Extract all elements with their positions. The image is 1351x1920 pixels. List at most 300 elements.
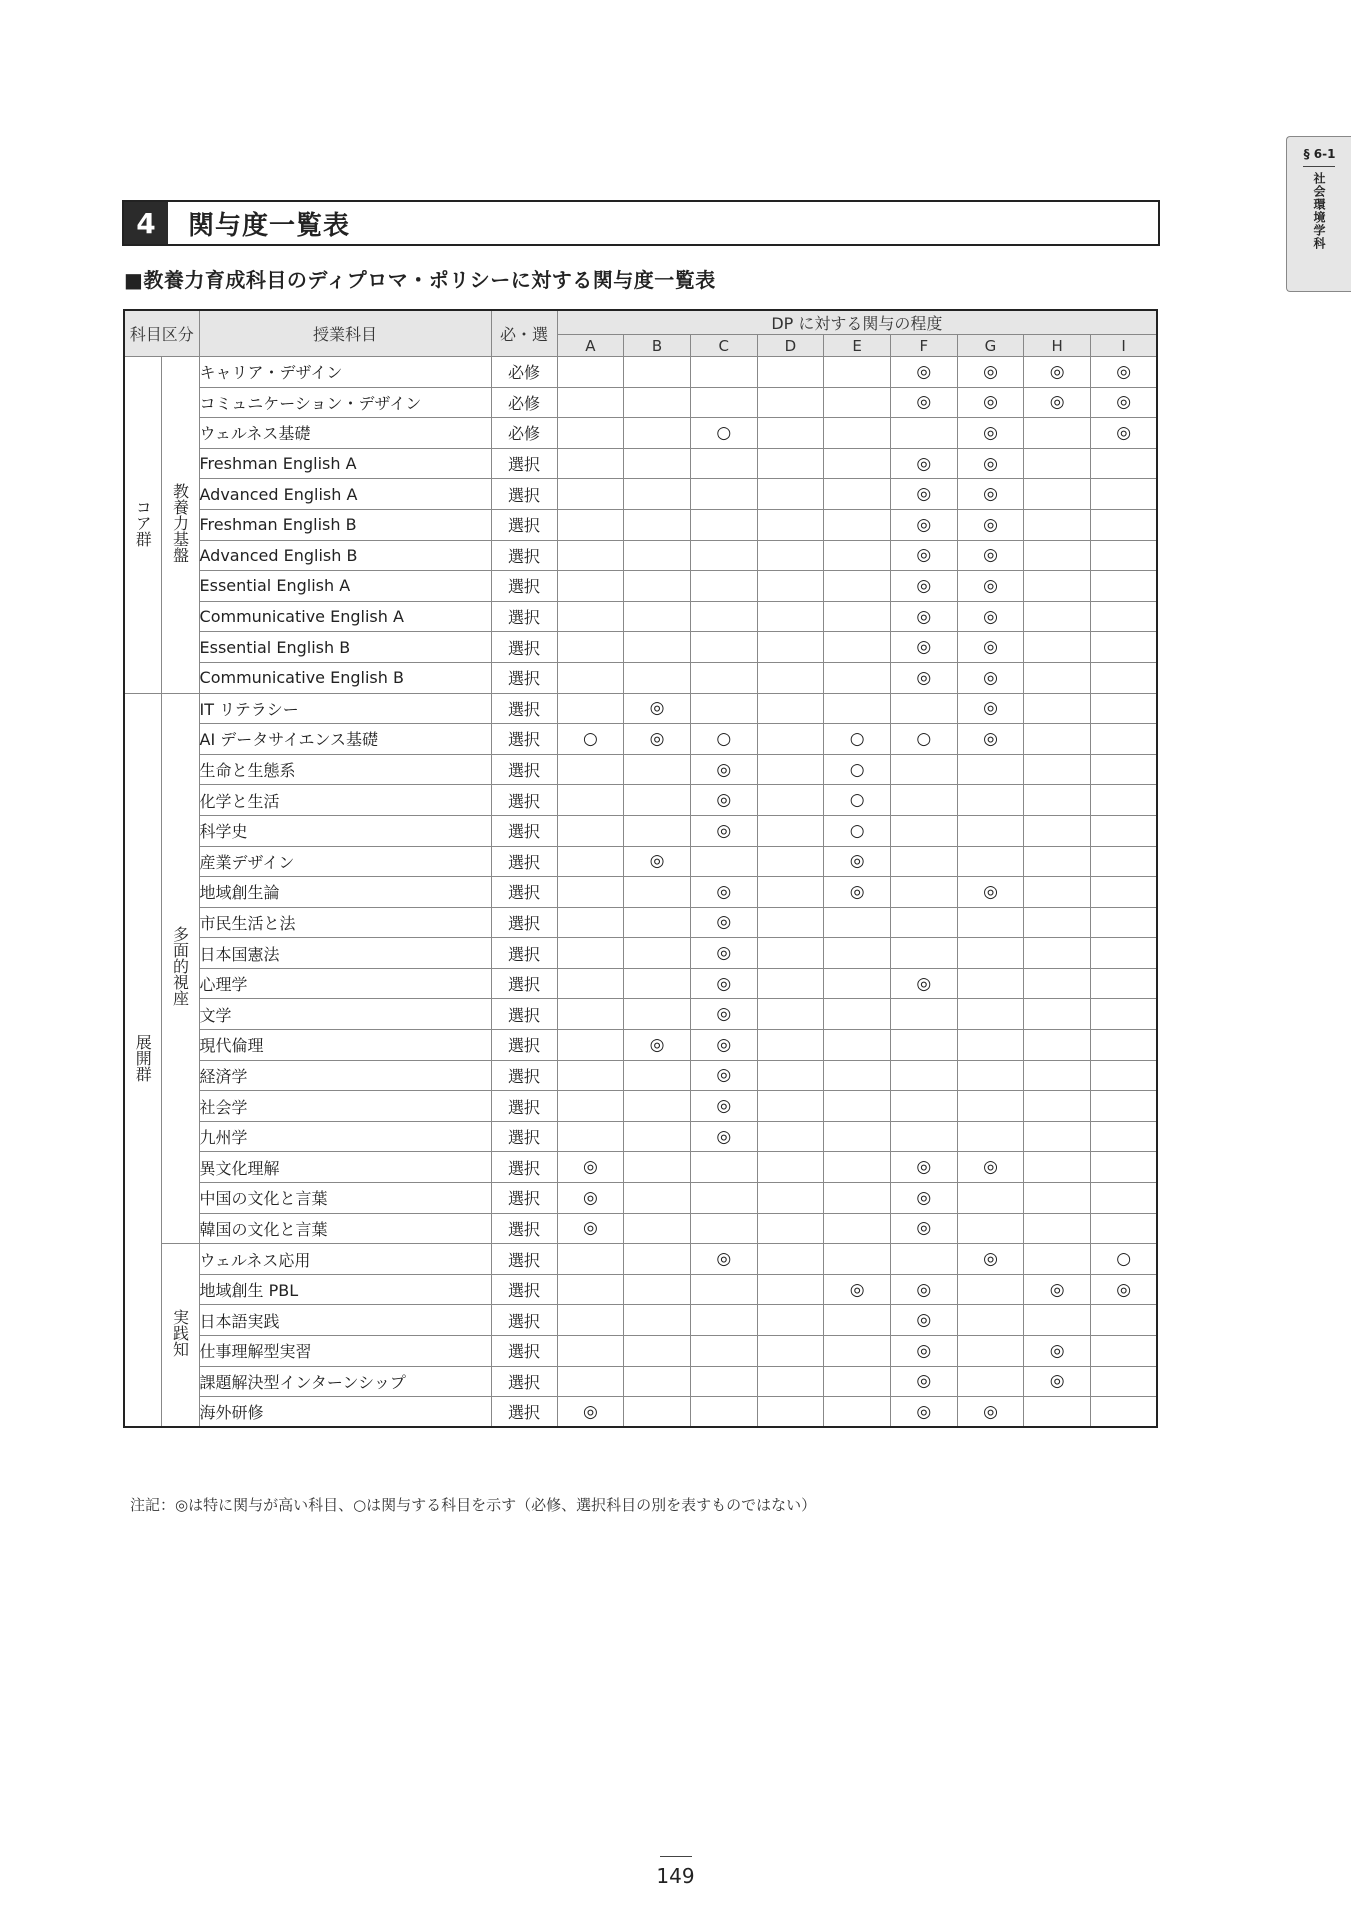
dp-mark-cell — [1091, 785, 1158, 816]
table-row — [124, 479, 1157, 510]
dp-mark-cell — [1091, 693, 1158, 724]
dp-mark-cell — [1024, 693, 1091, 724]
dp-mark-cell — [890, 877, 957, 908]
dp-mark-cell — [1024, 601, 1091, 632]
dp-mark-cell — [757, 754, 824, 785]
dp-mark-cell — [1091, 1336, 1158, 1367]
dp-mark-cell — [1091, 1091, 1158, 1122]
dp-mark-cell: ◎ — [824, 1274, 891, 1305]
subject-cell: 仕事理解型実習 — [199, 1336, 491, 1367]
dp-mark-cell: ◎ — [690, 1060, 757, 1091]
subject-cell: 現代倫理 — [199, 1030, 491, 1061]
dp-mark-cell — [624, 754, 691, 785]
dp-mark-cell: ○ — [824, 724, 891, 755]
dp-mark-cell — [757, 877, 824, 908]
subject-cell: 産業デザイン — [199, 846, 491, 877]
dp-mark-cell: ◎ — [890, 1213, 957, 1244]
required-cell: 選択 — [491, 938, 557, 969]
dp-mark-cell — [1024, 1183, 1091, 1214]
dp-mark-cell — [690, 357, 757, 388]
required-cell: 選択 — [491, 1121, 557, 1152]
dp-mark-cell: ○ — [890, 724, 957, 755]
dp-mark-cell — [624, 1397, 691, 1428]
table-row — [124, 815, 1157, 846]
table-row — [124, 540, 1157, 571]
dp-mark-cell — [757, 479, 824, 510]
dp-mark-cell: ◎ — [957, 571, 1024, 602]
table-row — [124, 999, 1157, 1030]
dp-mark-cell — [557, 785, 624, 816]
header-dp-letter: F — [890, 335, 957, 357]
dp-mark-cell — [624, 418, 691, 449]
required-cell: 必修 — [491, 418, 557, 449]
dp-mark-cell — [1024, 968, 1091, 999]
dp-mark-cell: ◎ — [957, 724, 1024, 755]
dp-mark-cell — [824, 938, 891, 969]
dp-mark-cell: ◎ — [957, 1397, 1024, 1428]
dp-mark-cell — [1024, 509, 1091, 540]
table-row — [124, 387, 1157, 418]
dp-mark-cell — [1091, 1030, 1158, 1061]
dp-mark-cell — [824, 1397, 891, 1428]
dp-mark-cell — [824, 999, 891, 1030]
dp-mark-cell — [624, 785, 691, 816]
dp-mark-cell: ◎ — [690, 1091, 757, 1122]
dp-mark-cell — [757, 1336, 824, 1367]
dp-mark-cell — [957, 1183, 1024, 1214]
table-row — [124, 1213, 1157, 1244]
dp-mark-cell — [624, 479, 691, 510]
section-title: 関与度一覧表 — [188, 210, 351, 241]
dp-mark-cell — [757, 1152, 824, 1183]
dp-mark-cell — [624, 632, 691, 663]
dp-mark-cell — [957, 999, 1024, 1030]
dp-mark-cell — [824, 571, 891, 602]
dp-mark-cell — [624, 1213, 691, 1244]
dp-mark-cell — [824, 1091, 891, 1122]
table-row — [124, 571, 1157, 602]
table-row — [124, 693, 1157, 724]
dp-mark-cell — [890, 418, 957, 449]
dp-mark-cell — [1024, 1030, 1091, 1061]
dp-mark-cell — [557, 999, 624, 1030]
dp-mark-cell — [557, 938, 624, 969]
dp-mark-cell — [890, 1121, 957, 1152]
subject-cell: 科学史 — [199, 815, 491, 846]
dp-mark-cell — [890, 1060, 957, 1091]
dp-mark-cell — [890, 754, 957, 785]
table-row — [124, 1091, 1157, 1122]
dp-mark-cell — [1024, 999, 1091, 1030]
dp-mark-cell — [1091, 724, 1158, 755]
table-row — [124, 846, 1157, 877]
required-cell: 選択 — [491, 540, 557, 571]
dp-mark-cell — [557, 815, 624, 846]
group-label — [124, 693, 161, 1427]
dp-mark-cell — [890, 846, 957, 877]
dp-mark-cell — [757, 357, 824, 388]
dp-mark-cell: ○ — [557, 724, 624, 755]
dp-relevance-table — [123, 309, 1158, 1428]
dp-mark-cell: ◎ — [890, 357, 957, 388]
section-side-tab — [1286, 136, 1351, 292]
dp-mark-cell — [824, 418, 891, 449]
dp-mark-cell: ◎ — [957, 632, 1024, 663]
dp-mark-cell — [757, 785, 824, 816]
page-number-rule — [660, 1856, 692, 1857]
dp-mark-cell — [957, 907, 1024, 938]
dp-mark-cell: ◎ — [624, 693, 691, 724]
dp-mark-cell: ◎ — [824, 846, 891, 877]
dp-mark-cell — [557, 571, 624, 602]
required-cell: 選択 — [491, 877, 557, 908]
dp-mark-cell — [624, 1060, 691, 1091]
dp-mark-cell: ◎ — [690, 815, 757, 846]
dp-mark-cell — [690, 1305, 757, 1336]
dp-mark-cell: ◎ — [690, 907, 757, 938]
table-row — [124, 1060, 1157, 1091]
dp-mark-cell: ◎ — [957, 479, 1024, 510]
dp-mark-cell: ◎ — [890, 448, 957, 479]
subgroup-label-text: 多面的視座 — [170, 926, 190, 1007]
subject-cell: Communicative English B — [199, 662, 491, 693]
side-tab-section: § 6-1 — [1303, 147, 1336, 161]
dp-mark-cell: ◎ — [890, 509, 957, 540]
dp-mark-cell — [1091, 1121, 1158, 1152]
dp-mark-cell: ◎ — [890, 968, 957, 999]
table-row — [124, 1397, 1157, 1428]
dp-mark-cell — [957, 754, 1024, 785]
subject-cell: 韓国の文化と言葉 — [199, 1213, 491, 1244]
dp-mark-cell — [1024, 754, 1091, 785]
dp-mark-cell — [624, 815, 691, 846]
required-cell: 選択 — [491, 479, 557, 510]
table-row — [124, 1305, 1157, 1336]
dp-mark-cell — [624, 357, 691, 388]
dp-mark-cell — [1024, 724, 1091, 755]
table-row — [124, 724, 1157, 755]
dp-mark-cell — [1024, 1060, 1091, 1091]
table-row — [124, 509, 1157, 540]
dp-mark-cell — [624, 1366, 691, 1397]
dp-mark-cell: ◎ — [890, 662, 957, 693]
dp-mark-cell — [824, 387, 891, 418]
header-subject: 授業科目 — [199, 310, 491, 357]
dp-mark-cell — [557, 693, 624, 724]
dp-mark-cell — [557, 1366, 624, 1397]
dp-mark-cell: ◎ — [890, 1397, 957, 1428]
dp-mark-cell — [1024, 1091, 1091, 1122]
side-tab-department: 社会環境学科 — [1312, 172, 1326, 250]
dp-mark-cell: ◎ — [690, 999, 757, 1030]
dp-mark-cell — [957, 1060, 1024, 1091]
subject-cell: ウェルネス応用 — [199, 1244, 491, 1275]
dp-mark-cell — [957, 846, 1024, 877]
dp-mark-cell — [824, 1060, 891, 1091]
required-cell: 選択 — [491, 1305, 557, 1336]
dp-mark-cell — [624, 968, 691, 999]
table-row — [124, 632, 1157, 663]
dp-mark-cell — [1091, 601, 1158, 632]
dp-mark-cell — [1024, 418, 1091, 449]
dp-mark-cell — [757, 662, 824, 693]
table-row — [124, 907, 1157, 938]
dp-mark-cell — [824, 448, 891, 479]
dp-mark-cell — [1091, 1397, 1158, 1428]
table-row — [124, 785, 1157, 816]
dp-mark-cell: ◎ — [957, 540, 1024, 571]
subgroup-label — [161, 693, 199, 1244]
required-cell: 選択 — [491, 1183, 557, 1214]
subject-cell: Freshman English A — [199, 448, 491, 479]
group-label-text: 展開群 — [133, 1033, 153, 1082]
dp-mark-cell — [1091, 1305, 1158, 1336]
group-label-text: コア群 — [133, 498, 153, 547]
dp-mark-cell — [1091, 1060, 1158, 1091]
dp-mark-cell — [557, 1060, 624, 1091]
dp-mark-cell — [757, 1213, 824, 1244]
subject-cell: 地域創生 PBL — [199, 1274, 491, 1305]
dp-mark-cell — [624, 540, 691, 571]
dp-mark-cell: ◎ — [1091, 1274, 1158, 1305]
dp-mark-cell: ◎ — [690, 785, 757, 816]
dp-mark-cell — [757, 724, 824, 755]
dp-mark-cell — [890, 1091, 957, 1122]
dp-mark-cell — [757, 968, 824, 999]
dp-mark-cell — [557, 601, 624, 632]
dp-mark-cell — [757, 1366, 824, 1397]
dp-mark-cell — [624, 1091, 691, 1122]
dp-mark-cell: ◎ — [957, 1152, 1024, 1183]
dp-mark-cell — [557, 479, 624, 510]
dp-mark-cell — [757, 418, 824, 449]
subject-cell: Advanced English A — [199, 479, 491, 510]
dp-mark-cell — [757, 601, 824, 632]
dp-mark-cell — [757, 387, 824, 418]
subject-cell: 心理学 — [199, 968, 491, 999]
table-row — [124, 968, 1157, 999]
dp-mark-cell — [624, 907, 691, 938]
dp-mark-cell — [690, 846, 757, 877]
subject-cell: IT リテラシー — [199, 693, 491, 724]
table-row — [124, 1121, 1157, 1152]
dp-mark-cell: ◎ — [890, 479, 957, 510]
dp-mark-cell: ◎ — [824, 877, 891, 908]
group-label — [124, 357, 161, 694]
dp-mark-cell: ◎ — [957, 877, 1024, 908]
dp-mark-cell: ◎ — [890, 1152, 957, 1183]
required-cell: 選択 — [491, 846, 557, 877]
subject-cell: 化学と生活 — [199, 785, 491, 816]
required-cell: 選択 — [491, 754, 557, 785]
dp-mark-cell: ◎ — [690, 754, 757, 785]
dp-mark-cell: ◎ — [890, 632, 957, 663]
dp-mark-cell: ◎ — [690, 877, 757, 908]
dp-mark-cell — [624, 877, 691, 908]
dp-mark-cell — [690, 1183, 757, 1214]
subject-cell: Freshman English B — [199, 509, 491, 540]
dp-mark-cell — [1024, 1305, 1091, 1336]
dp-mark-cell — [557, 1336, 624, 1367]
table-row — [124, 1336, 1157, 1367]
dp-mark-cell — [690, 509, 757, 540]
dp-mark-cell — [557, 509, 624, 540]
table-row — [124, 448, 1157, 479]
header-dp-letter: C — [690, 335, 757, 357]
required-cell: 選択 — [491, 724, 557, 755]
header-dp-letter: I — [1091, 335, 1158, 357]
dp-mark-cell — [624, 1183, 691, 1214]
dp-mark-cell — [757, 1183, 824, 1214]
dp-mark-cell: ◎ — [1091, 387, 1158, 418]
dp-mark-cell — [690, 1336, 757, 1367]
dp-mark-cell — [1024, 1152, 1091, 1183]
dp-mark-cell: ◎ — [1024, 1336, 1091, 1367]
dp-mark-cell: ○ — [690, 724, 757, 755]
dp-mark-cell — [757, 540, 824, 571]
dp-mark-cell — [1091, 968, 1158, 999]
dp-mark-cell: ◎ — [1024, 357, 1091, 388]
side-tab-rule — [1303, 166, 1335, 167]
dp-mark-cell — [757, 938, 824, 969]
subject-cell: ウェルネス基礎 — [199, 418, 491, 449]
dp-mark-cell: ◎ — [957, 357, 1024, 388]
required-cell: 選択 — [491, 1366, 557, 1397]
header-dp-letter: E — [824, 335, 891, 357]
dp-mark-cell: ◎ — [957, 1244, 1024, 1275]
dp-mark-cell — [1024, 540, 1091, 571]
dp-mark-cell — [890, 938, 957, 969]
header-dp-letter: A — [557, 335, 624, 357]
dp-mark-cell — [824, 1305, 891, 1336]
dp-mark-cell — [957, 968, 1024, 999]
dp-mark-cell — [624, 1244, 691, 1275]
dp-mark-cell — [624, 1274, 691, 1305]
dp-mark-cell — [890, 815, 957, 846]
dp-mark-cell: ◎ — [1024, 387, 1091, 418]
dp-mark-cell: ○ — [1091, 1244, 1158, 1275]
subject-cell: Essential English A — [199, 571, 491, 602]
required-cell: 選択 — [491, 662, 557, 693]
subject-cell: 社会学 — [199, 1091, 491, 1122]
dp-mark-cell: ◎ — [957, 601, 1024, 632]
required-cell: 選択 — [491, 1060, 557, 1091]
dp-mark-cell — [824, 601, 891, 632]
dp-mark-cell — [824, 1030, 891, 1061]
dp-mark-cell: ◎ — [624, 846, 691, 877]
dp-mark-cell: ◎ — [624, 724, 691, 755]
dp-mark-cell — [1091, 632, 1158, 663]
dp-mark-cell — [824, 662, 891, 693]
required-cell: 選択 — [491, 601, 557, 632]
dp-mark-cell — [1091, 1366, 1158, 1397]
dp-mark-cell — [1024, 632, 1091, 663]
dp-mark-cell — [1091, 1213, 1158, 1244]
dp-mark-cell — [690, 693, 757, 724]
dp-mark-cell — [824, 693, 891, 724]
dp-mark-cell — [1024, 1397, 1091, 1428]
table-row — [124, 418, 1157, 449]
dp-mark-cell — [557, 968, 624, 999]
dp-mark-cell: ◎ — [890, 1274, 957, 1305]
table-row — [124, 1152, 1157, 1183]
dp-mark-cell — [957, 1213, 1024, 1244]
dp-mark-cell — [757, 815, 824, 846]
subject-cell: 日本語実践 — [199, 1305, 491, 1336]
dp-mark-cell: ◎ — [890, 1336, 957, 1367]
table-row — [124, 662, 1157, 693]
dp-mark-cell — [824, 357, 891, 388]
subject-cell: 海外研修 — [199, 1397, 491, 1428]
dp-mark-cell — [957, 1336, 1024, 1367]
dp-mark-cell — [1024, 907, 1091, 938]
dp-mark-cell: ◎ — [690, 1244, 757, 1275]
dp-mark-cell — [1091, 479, 1158, 510]
dp-mark-cell — [1091, 571, 1158, 602]
dp-mark-cell: ◎ — [557, 1183, 624, 1214]
dp-mark-cell — [957, 1366, 1024, 1397]
subject-cell: 日本国憲法 — [199, 938, 491, 969]
dp-mark-cell — [1024, 785, 1091, 816]
dp-mark-cell — [624, 1336, 691, 1367]
dp-mark-cell — [824, 1213, 891, 1244]
dp-mark-cell: ◎ — [890, 1366, 957, 1397]
required-cell: 必修 — [491, 387, 557, 418]
header-dp-letter: H — [1024, 335, 1091, 357]
subject-cell: Essential English B — [199, 632, 491, 663]
subject-cell: 文学 — [199, 999, 491, 1030]
subject-cell: AI データサイエンス基礎 — [199, 724, 491, 755]
page-number: 149 — [656, 1864, 695, 1888]
dp-mark-cell — [890, 693, 957, 724]
dp-mark-cell: ◎ — [557, 1213, 624, 1244]
subgroup-label-text: 実践知 — [170, 1309, 190, 1358]
dp-mark-cell: ◎ — [957, 448, 1024, 479]
subgroup-label-text: 教養力基盤 — [170, 482, 190, 563]
required-cell: 選択 — [491, 1030, 557, 1061]
dp-mark-cell — [824, 1336, 891, 1367]
dp-mark-cell — [557, 754, 624, 785]
dp-mark-cell: ◎ — [1024, 1366, 1091, 1397]
section-number: 4 — [124, 202, 168, 244]
dp-mark-cell — [890, 785, 957, 816]
dp-mark-cell — [1091, 999, 1158, 1030]
dp-mark-cell — [1024, 1213, 1091, 1244]
dp-mark-cell — [1091, 938, 1158, 969]
dp-mark-cell — [624, 938, 691, 969]
dp-mark-cell — [824, 509, 891, 540]
required-cell: 選択 — [491, 632, 557, 663]
header-dp-letter: B — [624, 335, 691, 357]
subject-cell: 中国の文化と言葉 — [199, 1183, 491, 1214]
dp-mark-cell: ◎ — [957, 509, 1024, 540]
dp-mark-cell — [557, 662, 624, 693]
dp-mark-cell — [890, 1030, 957, 1061]
table-row — [124, 1274, 1157, 1305]
dp-mark-cell — [824, 479, 891, 510]
dp-mark-cell — [557, 1121, 624, 1152]
dp-mark-cell — [957, 815, 1024, 846]
required-cell: 選択 — [491, 1397, 557, 1428]
dp-mark-cell — [957, 1030, 1024, 1061]
dp-mark-cell — [1024, 1121, 1091, 1152]
dp-mark-cell — [557, 387, 624, 418]
dp-mark-cell — [1024, 815, 1091, 846]
dp-mark-cell — [757, 1305, 824, 1336]
dp-mark-cell: ◎ — [690, 1030, 757, 1061]
dp-mark-cell — [757, 907, 824, 938]
dp-mark-cell: ◎ — [957, 662, 1024, 693]
